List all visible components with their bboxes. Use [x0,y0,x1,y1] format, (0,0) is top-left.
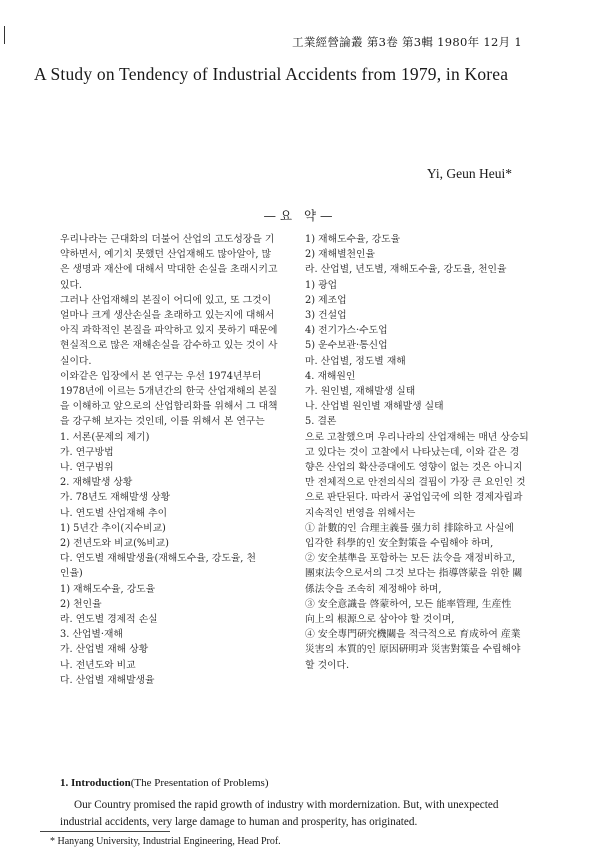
abstract-line: 이와같은 입장에서 본 연구는 우선 1974년부터 [60,370,262,382]
abstract-line: 향은 산업의 확산증대에도 영향이 없는 것은 아니지 [305,462,523,474]
body-text [60,797,560,831]
abstract-line: 다. 연도별 재해발생율(재해도수율, 강도율, 천 [60,553,256,565]
section-title: 1. Introduction [60,777,131,789]
abstract-line: 3. 산업별·재해 [60,629,123,641]
abstract-line: 2) 전년도와 비교(%비교) [60,538,169,550]
abstract-line: 나. 연도별 산업재해 추이 [60,507,168,519]
abstract-line: 2) 재해별천인율 [305,249,375,261]
abstract-line: 다. 산업별 재해발생율 [60,674,155,686]
paper-title: A Study on Tendency of Industrial Accidents from 1979, in Korea [34,64,509,84]
abstract-line: 실이다. [60,355,92,367]
abstract-line: 약하면서, 예기치 못했던 산업재해도 많아알아, 많 [60,249,272,261]
abstract-line: 라. 산업별, 년도별, 재해도수율, 강도율, 천인율 [305,264,507,276]
abstract-line: 그러나 산업재해의 본질이 어디에 있고, 또 그것이 [60,294,272,306]
abstract-line: 인율) [60,568,83,580]
abstract-line: 2) 제조업 [305,294,347,306]
section-heading [60,777,268,789]
abstract-line: 4. 재해원인 [305,370,356,382]
abstract-line: ④ 安全專門硏究機關을 적극적으로 育成하여 産業 [305,629,521,641]
abstract-line: 라. 연도별 경제적 손실 [60,614,158,626]
abstract-line: 할 것이다. [305,659,350,671]
abstract-line: 현실적으로 많은 재해손실을 감수하고 있는 것이 사 [60,340,278,352]
abstract-line: 우리나라는 근대화의 더불어 산업의 고도성장을 기 [60,234,275,245]
abstract-left-column [60,232,292,688]
abstract-line: 으로 고찰했으며 우리나라의 산업재해는 매년 상승되 [305,431,529,443]
abstract-line: 입각한 科學的인 安全對策을 수립해야 하며, [305,538,494,550]
abstract-line: 4) 전기가스·수도업 [305,325,388,337]
abstract-line: 을 이해하고 앞으로의 산업합리화를 위해서 그 대책 [60,401,278,413]
abstract-line: 係法令을 조속히 제정해야 하며, [305,583,442,595]
abstract-line: ① 計數的인 合理主義를 强力히 排除하고 사실에 [305,522,514,534]
abstract-line: 1) 재해도수율, 강도율 [60,583,156,595]
abstract-line: 1978년에 이르는 5개년간의 한국 산업재해의 본질 [60,386,278,398]
abstract-line: 1. 서론(문제의 제기) [60,431,150,443]
abstract-line: 지속적인 번영을 위해서는 [305,507,416,519]
footnote: * Hanyang University, Industrial Engineering, Head Prof. [50,836,281,847]
abstract-line: 나. 전년도와 비교 [60,659,136,671]
abstract-line: 2. 재해발생 상황 [60,477,133,489]
abstract-line: 만 전체적으로 안전의식의 결핍이 가장 큰 요인인 것 [305,477,526,489]
body-line: Our Country promised the rapid growth of industry with mordernization. But, with unexpected [74,799,499,811]
abstract-line: 가. 78년도 재해발생 상황 [60,492,171,504]
abstract-line: 1) 광업 [305,279,338,291]
abstract-line: 얼마나 크게 생산손실을 초래하고 있는지에 대해서 [60,310,275,322]
abstract-line: 을 강구해 보자는 것인데, 이를 위해서 본 연구는 [60,416,265,428]
abstract-line: 나. 산업별 원인별 재해발생 실태 [305,401,444,413]
abstract-line: 가. 산업별 재해 상황 [60,644,149,656]
abstract-line: 있다. [60,279,83,291]
footnote-rule [40,831,170,832]
abstract-line: ② 安全基準을 포함하는 모든 法令을 재정비하고, [305,553,516,565]
abstract-line: 고 있다는 것이 고찰에서 나타났는데, 이와 같은 경 [305,446,520,458]
section-subtitle: (The Presentation of Problems) [130,777,269,789]
abstract-line: 마. 산업별, 정도별 재해 [305,355,406,367]
abstract-heading: —요 약— [263,208,337,223]
abstract-line: 災害의 本質的인 原因硏明과 災害對策을 수립해야 [305,644,521,656]
abstract-right-column [305,232,555,673]
abstract-line: 3) 건설업 [305,310,347,322]
abstract-line: 向上의 根源으로 삼아야 할 것이며, [305,614,455,626]
abstract-line: 2) 천인율 [60,598,102,610]
running-header: 工業經營論叢 第3卷 第3輯 1980年 12月 1 [292,35,522,49]
abstract-line: 은 생명과 재산에 대해서 막대한 손실을 초래시키고 [60,264,278,276]
author-name: Yi, Geun Heui* [426,166,512,181]
margin-mark [4,26,5,44]
abstract-line: ③ 安全意識을 啓蒙하여, 모든 能率管理, 生産性 [305,598,512,610]
body-line: industrial accidents, very large damage to human and prosperity, has originated. [60,816,418,828]
abstract-line: 5) 운수보관·통신업 [305,340,388,352]
abstract-line: 가. 연구방법 [60,446,114,458]
abstract-line: 나. 연구범위 [60,462,114,474]
abstract-line: 5. 결론 [305,416,337,428]
abstract-line: 아직 과학적인 본질을 파악하고 있지 못하기 때문에 [60,325,278,337]
abstract-line: 1) 5년간 추이(지수비교) [60,522,166,534]
abstract-line: 團束法令으로서의 그것 보다는 指導啓蒙을 위한 關 [305,568,523,580]
abstract-line: 으로 판단된다. 따라서 공업입국에 의한 경제자립과 [305,492,523,504]
abstract-line: 가. 원인별, 재해발생 실태 [305,386,416,398]
abstract-line: 1) 재해도수율, 강도율 [305,234,401,245]
